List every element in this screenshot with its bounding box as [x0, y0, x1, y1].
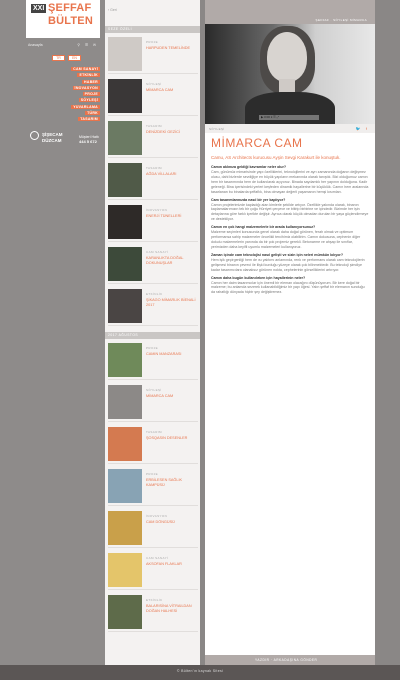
answer: Hem işik geçirgenliği hem de ısı yalıtımı anlamında, renk ve performans olarak cam teknolojilerin gelişmesi binanın çevreci ile ilişki kurduğu yüzeye olarak çok bilinmektedir. Bu teknoloji şimdiye kadar tasarımcılara olanaksız görünen nokta, cephelerinin görselliklerini artırıyor.: [211, 257, 365, 272]
item-thumbnail: [108, 121, 142, 155]
top-nav: [26, 42, 100, 50]
item-thumbnail: [108, 595, 142, 629]
item-category: PROJE: [146, 346, 159, 350]
item-title: ENERJİ TÜNELLERİ: [146, 214, 182, 218]
article-panel: [205, 0, 375, 665]
item-thumbnail: [108, 247, 142, 281]
scrollbar[interactable]: [380, 0, 386, 665]
phone-number[interactable]: 444 5 672: [79, 138, 97, 144]
item-category: İNOVASYON: [146, 208, 168, 212]
list-item[interactable]: [108, 468, 198, 506]
article-lead: Camu, AS Architects kurucusu Ayşin Sevgi Karakurt ile konuştuk.: [211, 155, 341, 160]
list-item[interactable]: [108, 204, 198, 242]
lang-en-button[interactable]: EN: [68, 55, 81, 61]
section-header: SEZE ÖZELİ: [105, 26, 200, 33]
item-category: SÖYLEŞİ: [146, 82, 162, 86]
item-title: MİMARCA CAM: [146, 88, 174, 92]
menu-item[interactable]: YUVARLAMA: [73, 104, 98, 109]
question: Camın en çok hangi malzemelerle bir arada kullanıyorsunuz?: [211, 225, 316, 230]
home-link[interactable]: Anasayfa: [28, 43, 43, 47]
answer: Malzeme seçimleri konusunda genel olarak daha doğal görünen, ferah olmak ve optimum performansa sahip malzemeler öncelikli tercihimiz olabilirim. Camın dokusuna, cephenin diğer dokulu malzemelerin yanında da bir çok projemiz gerekli. Betonarme ve ahşap ile sınıflar, yerimizden daha keyifli uyumlu malzemeleri kullanıyoruz.: [211, 230, 361, 249]
nav-icons[interactable]: ⚲ ☰ ✉: [77, 43, 98, 47]
article-top-bar: [205, 0, 375, 24]
hero-video[interactable]: [205, 24, 375, 124]
list-item[interactable]: [108, 552, 198, 590]
video-controls[interactable]: ▶ 0:00 ⏸ ☰ ⤢: [259, 115, 319, 120]
question: Zaman içinde cam teknolojisi nasıl gelişti ve sizin için neleri mümkün kılıyor?: [211, 252, 344, 257]
item-thumbnail: [108, 511, 142, 545]
logo-line1: ŞEFFAF: [48, 2, 92, 14]
article-meta: ŞEFFAF · SÖYLEŞİ MİMARCA: [315, 18, 367, 22]
item-title: AKSOFAN FLAKLAR: [146, 562, 182, 566]
list-item[interactable]: [108, 384, 198, 422]
menu-item[interactable]: CAM SANAYİ: [73, 67, 98, 71]
logo-line2: BÜLTEN: [48, 15, 93, 27]
item-thumbnail: [108, 79, 142, 113]
logo[interactable]: [26, 0, 100, 38]
left-sidebar: [0, 0, 105, 680]
list-item[interactable]: [108, 246, 198, 284]
item-title: AĞDA VİLLALARI: [146, 172, 177, 176]
menu-item[interactable]: PROJE: [84, 92, 98, 97]
menu-item[interactable]: TÜRK: [87, 111, 98, 116]
article-category: SÖYLEŞİ: [209, 127, 225, 131]
article-title: MİMARCA CAM: [211, 136, 303, 150]
item-category: PROJE: [146, 472, 159, 476]
phone-label: Müşteri Hattı: [79, 135, 99, 139]
article-body: [211, 155, 369, 297]
list-item[interactable]: [108, 120, 198, 158]
menu-item[interactable]: SÖYLEŞİ: [80, 98, 98, 103]
item-title: KARANLIKTA DOĞAL DOKUNUŞLAR: [146, 256, 184, 265]
item-title: CAMIN MANZARASI: [146, 352, 182, 356]
item-category: İNOVASYON: [146, 514, 168, 518]
item-thumbnail: [108, 553, 142, 587]
item-title: DENİZDEKİ GEZİCİ: [146, 130, 180, 134]
item-thumbnail: [108, 469, 142, 503]
lang-tr-button[interactable]: TR: [52, 55, 65, 61]
item-category: PROJE: [146, 40, 159, 44]
item-title: BALARISİNA VİTRAILDAN DOĞAN HALHESİ: [146, 604, 192, 613]
sisecam-icon: [30, 131, 39, 140]
social-share-icons[interactable]: 🐦 f: [355, 126, 369, 131]
item-category: ETKİNLİK: [146, 292, 163, 296]
item-title: MİMARCA CAM: [146, 394, 174, 398]
question: Camın daha bugün kullanılırken için hayallerinin neler?: [211, 275, 306, 280]
article-list: [105, 0, 200, 680]
item-category: TASARIM: [146, 430, 162, 434]
list-item[interactable]: [108, 594, 198, 632]
language-switcher: [52, 55, 84, 61]
article-category-bar: [205, 124, 375, 133]
item-title: ŞOSQASIN DESENLER: [146, 436, 188, 440]
question: Camın aklınıza geldiği kavramlar neler olur?: [211, 165, 287, 169]
question: Cam tasarımlarınızda nasıl bir yer kaplıyor?: [211, 197, 286, 202]
answer: Cam, günümüz mimarisinde yapı özelliklerini, teknolojilerini ve ayrı zamanında doğanın değişmez olusu, dahi bizlerde sevdiğiye en büyük yapıların mekanında olarak tanıştık. Bizi olduğumuz camın hem bir tasarımında hem de kullanılarak açıyoruz. Binada saydamlık her yapının dolduğuna. Kadir geleneği. Bina içerisindeki yerleri keşfeden dinamik hayallerine bir küçüklük. Camın hem aralarında tasarlanan bu binalarda şeffaflık, bina olmayan değerli yaşamanın hemşi kısımları.: [211, 170, 369, 194]
answer: Camın her daim tasarımcılar için önemli bir eleman olacağını düşünüyorum. Bir kere doğal bir malzeme; bu anlamda sezerek kullanabildiğimiz bir yapı öğesi. Yalın şeffaf bir elemanın sunduğu da rahatlığı dünyada hiçbir şey değiştiremez.: [211, 280, 365, 295]
list-item[interactable]: [108, 510, 198, 548]
article-actions[interactable]: YAZDIR · ARKADAŞINA GÖNDER: [255, 658, 318, 662]
item-category: SÖYLEŞİ: [146, 388, 162, 392]
sponsor-line1: ŞİŞECAM: [42, 132, 63, 137]
menu-item[interactable]: TASARIM: [80, 117, 98, 122]
footer-text: © Bülten'ın kaynak Sitesi: [176, 669, 224, 673]
main-menu: [71, 66, 100, 123]
customer-line: [79, 135, 101, 144]
menu-item[interactable]: HABER: [84, 79, 98, 84]
item-thumbnail: [108, 205, 142, 239]
section-header: 2017 AĞUSTOS: [105, 332, 200, 339]
item-category: ETKİNLİK: [146, 598, 163, 602]
item-title: CAM DÖNGÜSÜ: [146, 520, 175, 524]
item-thumbnail: [108, 289, 142, 323]
answer: Camın projelerimizde kapladığı alan kimlerle şekilde artıyor. Özellikle yakında olarak, binanın kaplamalarımızın tek bir çoğu Hürriyet çerçeve ve bitirip birbirine ve içindedir. Bizimde her işin detaylarına göre farklı içerikte değişir. Ayrıca olarak küçük olmadan durulan bir yaşa güçlendirmeye ve destekliyor.: [211, 202, 369, 222]
item-title: ERBİLESEN SAĞLIK KAMPÜSÜ: [146, 478, 183, 487]
article-footer-bar: [205, 655, 375, 665]
list-item[interactable]: [108, 162, 198, 200]
item-category: CAM SANAYİ: [146, 250, 169, 254]
item-thumbnail: [108, 427, 142, 461]
item-thumbnail: [108, 37, 142, 71]
list-item[interactable]: [108, 36, 198, 74]
back-link[interactable]: ‹ Geri: [108, 8, 117, 12]
item-category: TASARIM: [146, 124, 162, 128]
item-title: HARPUDEN TEMELİNDE: [146, 46, 191, 50]
list-item[interactable]: [108, 288, 198, 326]
item-title: ŞİKAGO MİMARLIK BİENALİ 2017: [146, 298, 196, 307]
item-thumbnail: [108, 343, 142, 377]
menu-item[interactable]: ETKİNLİK: [79, 73, 98, 78]
portrait-face: [267, 32, 307, 82]
item-thumbnail: [108, 385, 142, 419]
page-footer: [0, 665, 400, 680]
list-item[interactable]: [108, 78, 198, 116]
menu-item[interactable]: İNOVASYON: [74, 85, 98, 90]
list-item[interactable]: [108, 342, 198, 380]
list-item[interactable]: [108, 426, 198, 464]
item-category: CAM SANAYİ: [146, 556, 169, 560]
sponsor-line2: DÜZCAM: [42, 138, 62, 143]
item-category: TASARIM: [146, 166, 162, 170]
logo-prefix: XXI: [33, 5, 45, 12]
item-thumbnail: [108, 163, 142, 197]
